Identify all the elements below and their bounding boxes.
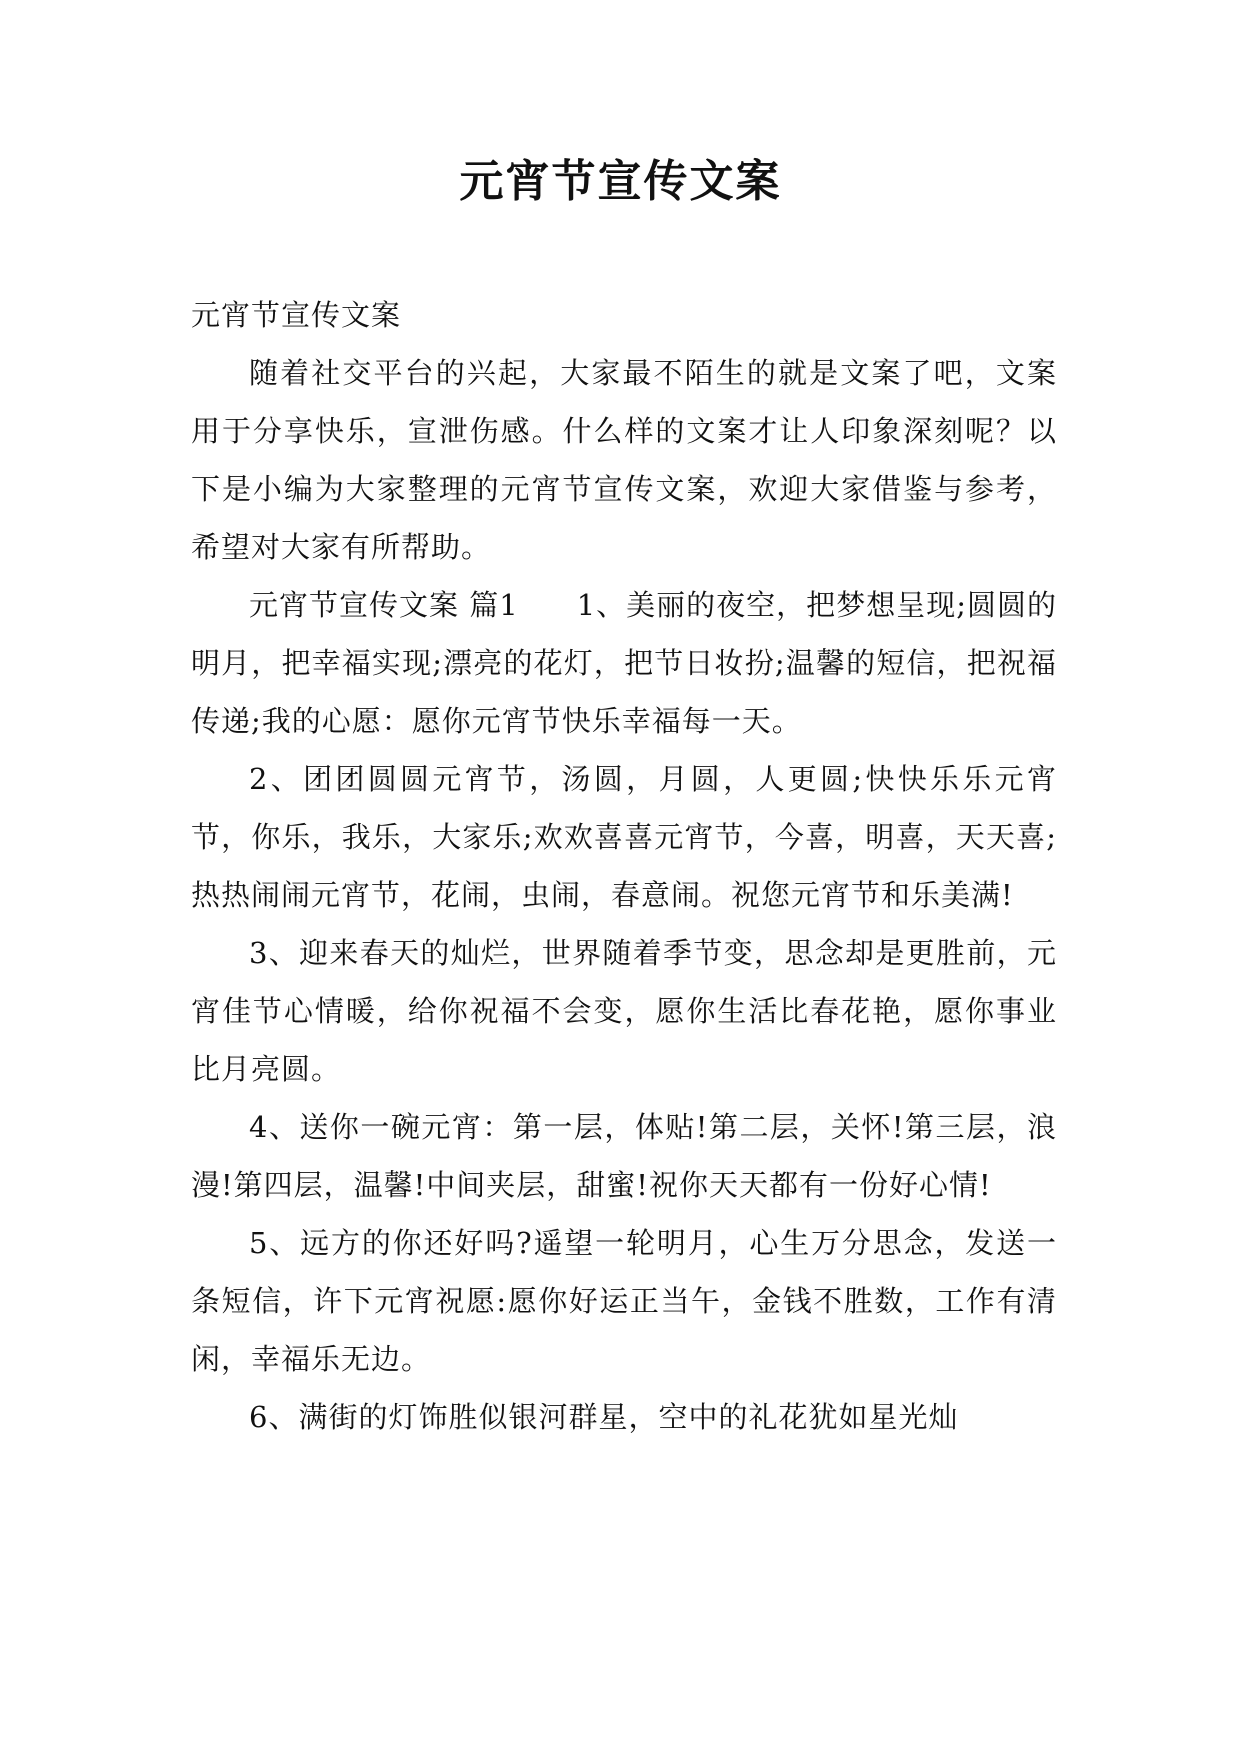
intro-paragraph: 随着社交平台的兴起，大家最不陌生的就是文案了吧，文案用于分享快乐，宣泄伤感。什么样的文案才让人印象深刻呢？以下是小编为大家整理的元宵节宣传文案，欢迎大家借鉴与参考，希望对大家有所帮助。 xyxy=(191,356,1057,564)
list-item-3: 3、迎来春天的灿烂，世界随着季节变，思念却是更胜前，元宵佳节心情暖，给你祝福不会变，愿你生活比春花艳，愿你事业比月亮圆。 xyxy=(191,936,1057,1086)
list-item-5: 5、远方的你还好吗?遥望一轮明月，心生万分思念，发送一条短信，许下元宵祝愿:愿你好运正当午，金钱不胜数，工作有清闲，幸福乐无边。 xyxy=(191,1226,1057,1376)
list-item-2: 2、团团圆圆元宵节，汤圆，月圆，人更圆;快快乐乐元宵节，你乐，我乐，大家乐;欢欢喜喜元宵节，今喜，明喜，天天喜;热热闹闹元宵节，花闹，虫闹，春意闹。祝您元宵节和乐美满! xyxy=(191,762,1057,912)
section-first-paragraph xyxy=(191,576,1057,750)
section-heading: 元宵节宣传文案 篇1 xyxy=(249,588,519,622)
list-item-6: 6、满街的灯饰胜似银河群星，空中的礼花犹如星光灿 xyxy=(249,1400,959,1434)
document-title: 元宵节宣传文案 xyxy=(459,156,782,207)
list-item-4: 4、送你一碗元宵：第一层，体贴!第二层，关怀!第三层，浪漫!第四层，温馨!中间夹层，甜蜜!祝你天天都有一份好心情! xyxy=(191,1110,1057,1202)
document-body xyxy=(191,286,1057,1446)
document-subtitle: 元宵节宣传文案 xyxy=(191,298,402,332)
list-item-1: 1、美丽的夜空，把梦想呈现;圆圆的明月，把幸福实现;漂亮的花灯，把节日妆扮;温馨的短信，把祝福传递;我的心愿：愿你元宵节快乐幸福每一天。 xyxy=(191,588,1057,738)
